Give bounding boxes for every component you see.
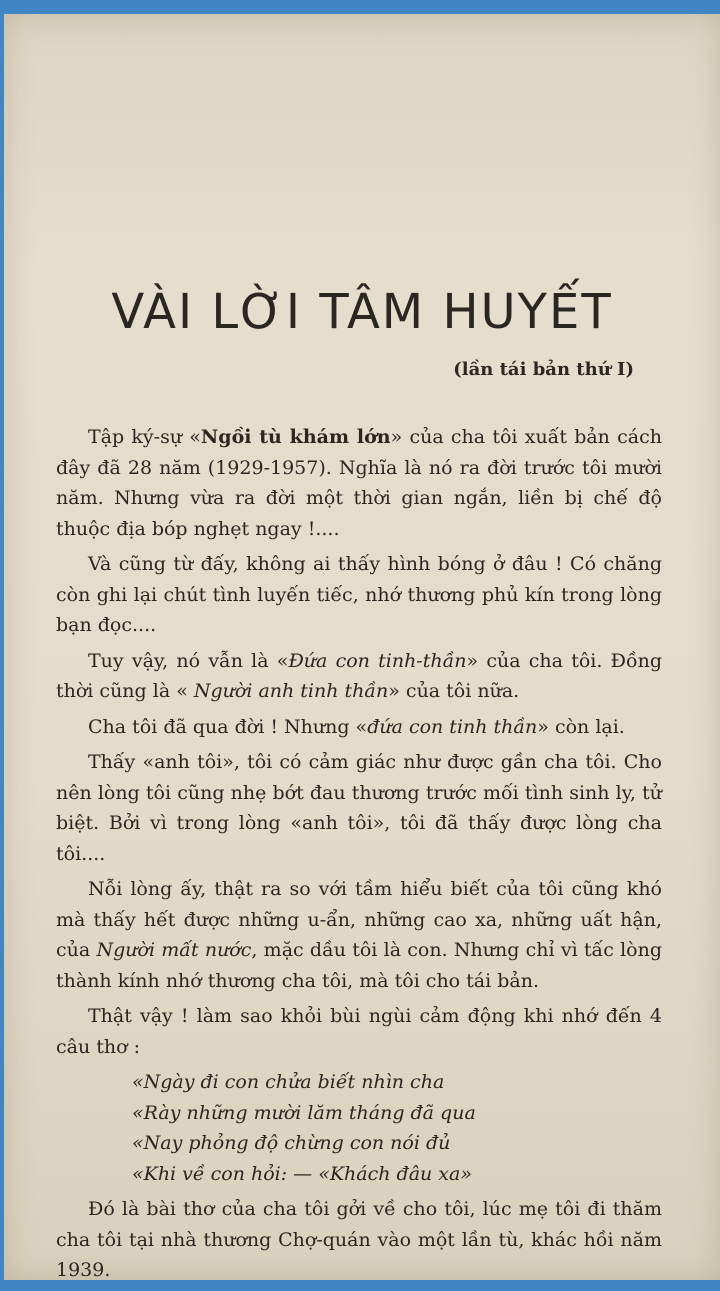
body-text <box>56 422 662 1291</box>
book-title: Ngồi tù khám lớn <box>200 426 391 448</box>
p6-text-b: , mặc dầu tôi là con. Nhưng chỉ vì tấc lòng thành kính nhớ thương cha tôi, mà tôi cho tái bản. <box>56 939 663 992</box>
book-page <box>4 14 720 1280</box>
p3-text-c: » của tôi nữa. <box>388 680 520 702</box>
p3-italic-1: Đứa con tinh-thần <box>288 649 467 672</box>
p6-italic-1: Người mất nước <box>96 939 252 961</box>
paragraph-6 <box>56 874 662 996</box>
p4-italic-1: đứa con tinh thần <box>367 715 538 738</box>
paragraph-4 <box>56 712 662 743</box>
p3-italic-2: Người anh tinh thần <box>193 680 389 702</box>
p1-text-b: » của cha tôi xuất bản cách đây đã 28 năm (1929-1957). Nghĩa là nó ra đời trước tôi mười năm. Nhưng vừa ra đời một thời gian ngắn, liền bị chế độ thuộc địa bóp nghẹt ngay !.... <box>56 426 662 540</box>
page-title: VÀI LỜI TÂM HUYẾT <box>111 284 613 340</box>
p1-text-a: Tập ký-sự « <box>88 426 201 448</box>
paragraph-2: Và cũng từ đấy, không ai thấy hình bóng ở đâu ! Có chăng còn ghi lại chút tình luyến tiếc, nhớ thương phủ kín trong lòng bạn đọc.... <box>56 553 662 636</box>
poem-line-4: «Khi về con hỏi: — «Khách đâu xa» <box>132 1162 472 1185</box>
paragraph-5: Thấy «anh tôi», tôi có cảm giác như được gần cha tôi. Cho nên lòng tôi cũng nhẹ bớt đau thương trước mối tình sinh ly, tử biệt. Bởi vì trong lòng «anh tôi», tôi đã thấy được lòng cha tôi.... <box>56 751 662 865</box>
p6-text-a: Nỗi lòng ấy, thật ra so với tầm hiểu biết của tôi cũng khó mà thấy hết được những u-ẩn, những cao xa, những uất hận, của <box>56 878 662 961</box>
poem-line-1: «Ngày đi con chửa biết nhìn cha <box>132 1071 445 1093</box>
paragraph-3 <box>56 646 662 707</box>
poem <box>56 1067 662 1189</box>
p4-text-a: Cha tôi đã qua đời ! Nhưng « <box>88 715 368 738</box>
p4-text-b: » còn lại. <box>537 715 625 738</box>
p3-text-b: » của cha tôi. Đồng thời cũng là « <box>56 649 662 702</box>
poem-line-3: «Nay phỏng độ chừng con nói đủ <box>132 1132 451 1154</box>
paragraph-1 <box>56 422 662 544</box>
paragraph-7: Thật vậy ! làm sao khỏi bùi ngùi cảm động khi nhớ đến 4 câu thơ : <box>56 1005 662 1058</box>
p3-text-a: Tuy vậy, nó vẫn là « <box>88 649 289 672</box>
page-subtitle: (lần tái bản thứ I) <box>453 359 634 380</box>
paragraph-8: Đó là bài thơ của cha tôi gởi về cho tôi, lúc mẹ tôi đi thăm cha tôi tại nhà thương Chợ-quán vào một lần tù, khác hồi năm 1939. <box>56 1198 662 1281</box>
poem-line-2: «Rày những mười lăm tháng đã qua <box>132 1101 476 1124</box>
